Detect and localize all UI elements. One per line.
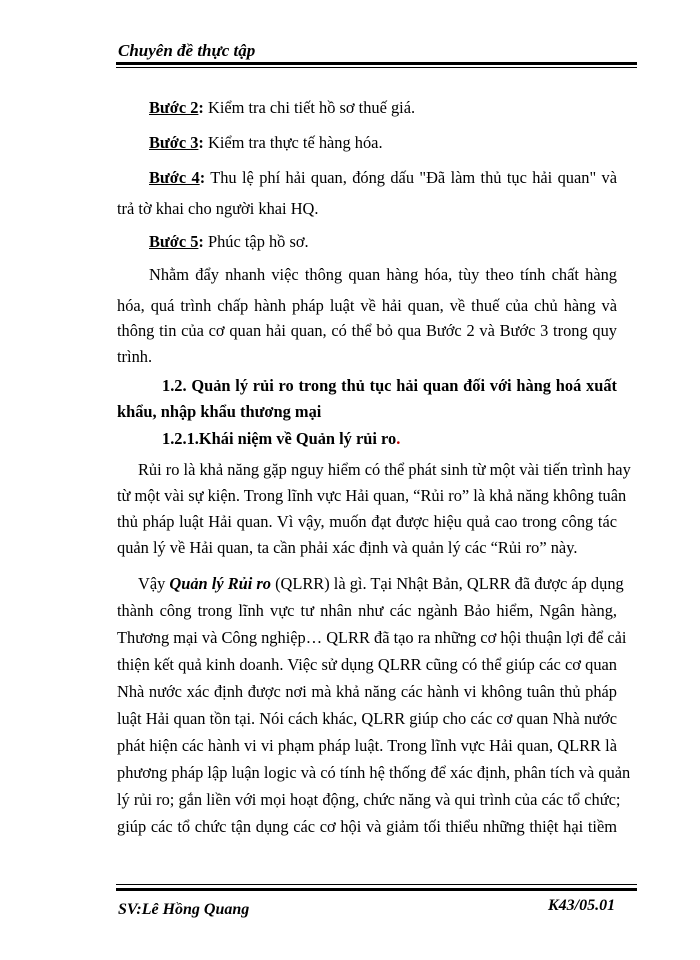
para3-line: luật Hải quan tồn tại. Nói cách khác, QLRR giúp cho các cơ quan Nhà nước	[117, 709, 617, 728]
header-title: Chuyên đề thực tập	[118, 41, 256, 60]
header-rule-thick	[116, 62, 637, 65]
step-label: Bước 2	[149, 98, 199, 117]
step-text: Kiểm tra thực tế hàng hóa.	[203, 133, 383, 152]
para1-line: hóa, quá trình chấp hành pháp luật về hải quan, về thuế của chủ hàng và	[117, 296, 617, 315]
step-4: Bước 4: Thu lệ phí hải quan, đóng dấu "Đã làm thủ tục hải quan" và	[149, 168, 617, 187]
footer-class-code: K43/05.01	[548, 897, 616, 914]
para2-line: quản lý về Hải quan, ta cần phải xác định và quản lý các “Rủi ro” này.	[117, 538, 578, 557]
section-heading-1-2: 1.2. Quản lý rủi ro trong thủ tục hải quan đối với hàng hoá xuất	[162, 376, 617, 395]
step-label: Bước 5	[149, 232, 199, 251]
para2-line: từ một vài sự kiện. Trong lĩnh vực Hải quan, “Rủi ro” là khả năng không tuân	[117, 486, 627, 505]
footer-student-name: SV:Lê Hồng Quang	[118, 901, 250, 918]
footer-rule-thick	[116, 888, 637, 891]
para3-line: phát hiện các hành vi vi phạm pháp luật. Trong lĩnh vực Hải quan, QLRR là	[117, 736, 617, 755]
para3-line: Thương mại và Công nghiệp… QLRR đã tạo ra những cơ hội thuận lợi để cải	[117, 628, 627, 647]
para1-line: thông tin của cơ quan hải quan, có thể bỏ qua Bước 2 và Bước 3 trong quy	[117, 321, 617, 340]
header-rule-thin	[116, 67, 637, 68]
para1-line: Nhằm đẩy nhanh việc thông quan hàng hóa, tùy theo tính chất hàng	[149, 265, 617, 284]
para3-line: thành công trong lĩnh vực tư nhân như các ngành Bảo hiểm, Ngân hàng,	[117, 601, 617, 620]
para3-line: lý rủi ro; gắn liền với mọi hoạt động, chức năng và qui trình của các tổ chức;	[117, 790, 621, 809]
section-heading-1-2-cont: khẩu, nhập khẩu thương mại	[117, 402, 322, 421]
step-label: Bước 4	[149, 168, 200, 187]
step-text: Phúc tập hồ sơ.	[203, 232, 309, 251]
footer-rule-thin	[116, 884, 637, 885]
term-emphasis: Quản lý Rủi ro	[169, 574, 271, 593]
step-3: Bước 3: Kiểm tra thực tế hàng hóa.	[149, 133, 383, 152]
step-label: Bước 3	[149, 133, 199, 152]
para1-line: trình.	[117, 347, 153, 366]
heading-dot: .	[396, 429, 401, 448]
section-heading-1-2-1: 1.2.1.Khái niệm về Quản lý rủi ro.	[162, 429, 401, 448]
para3-line: thiện kết quả kinh doanh. Việc sử dụng QLRR cũng có thể giúp các cơ quan	[117, 655, 617, 674]
step-5: Bước 5: Phúc tập hồ sơ.	[149, 232, 309, 251]
step-4-continued: trả tờ khai cho người khai HQ.	[117, 199, 319, 218]
para3-line: phương pháp lập luận logic và có tính hệ thống để xác định, phân tích và quản	[117, 763, 631, 782]
step-text: Thu lệ phí hải quan, đóng dấu "Đã làm thủ tục hải quan" và	[205, 168, 617, 187]
para2-line: thủ pháp luật Hải quan. Vì vậy, muốn đạt được hiệu quả cao trong công tác	[117, 512, 617, 531]
step-2: Bước 2: Kiểm tra chi tiết hồ sơ thuế giá.	[149, 98, 416, 117]
step-text: Kiểm tra chi tiết hồ sơ thuế giá.	[203, 98, 416, 117]
para3-first-line: Vậy Quản lý Rủi ro (QLRR) là gì. Tại Nhật Bản, QLRR đã được áp dụng	[138, 574, 624, 593]
para3-line: Nhà nước xác định được nơi mà khả năng các hành vi không tuân thủ pháp	[117, 682, 617, 701]
para3-line: giúp các tổ chức tận dụng các cơ hội và giảm tối thiểu những thiệt hại tiềm	[117, 817, 617, 836]
para2-line: Rủi ro là khả năng gặp nguy hiểm có thể phát sinh từ một vài tiến trình hay	[138, 460, 631, 479]
